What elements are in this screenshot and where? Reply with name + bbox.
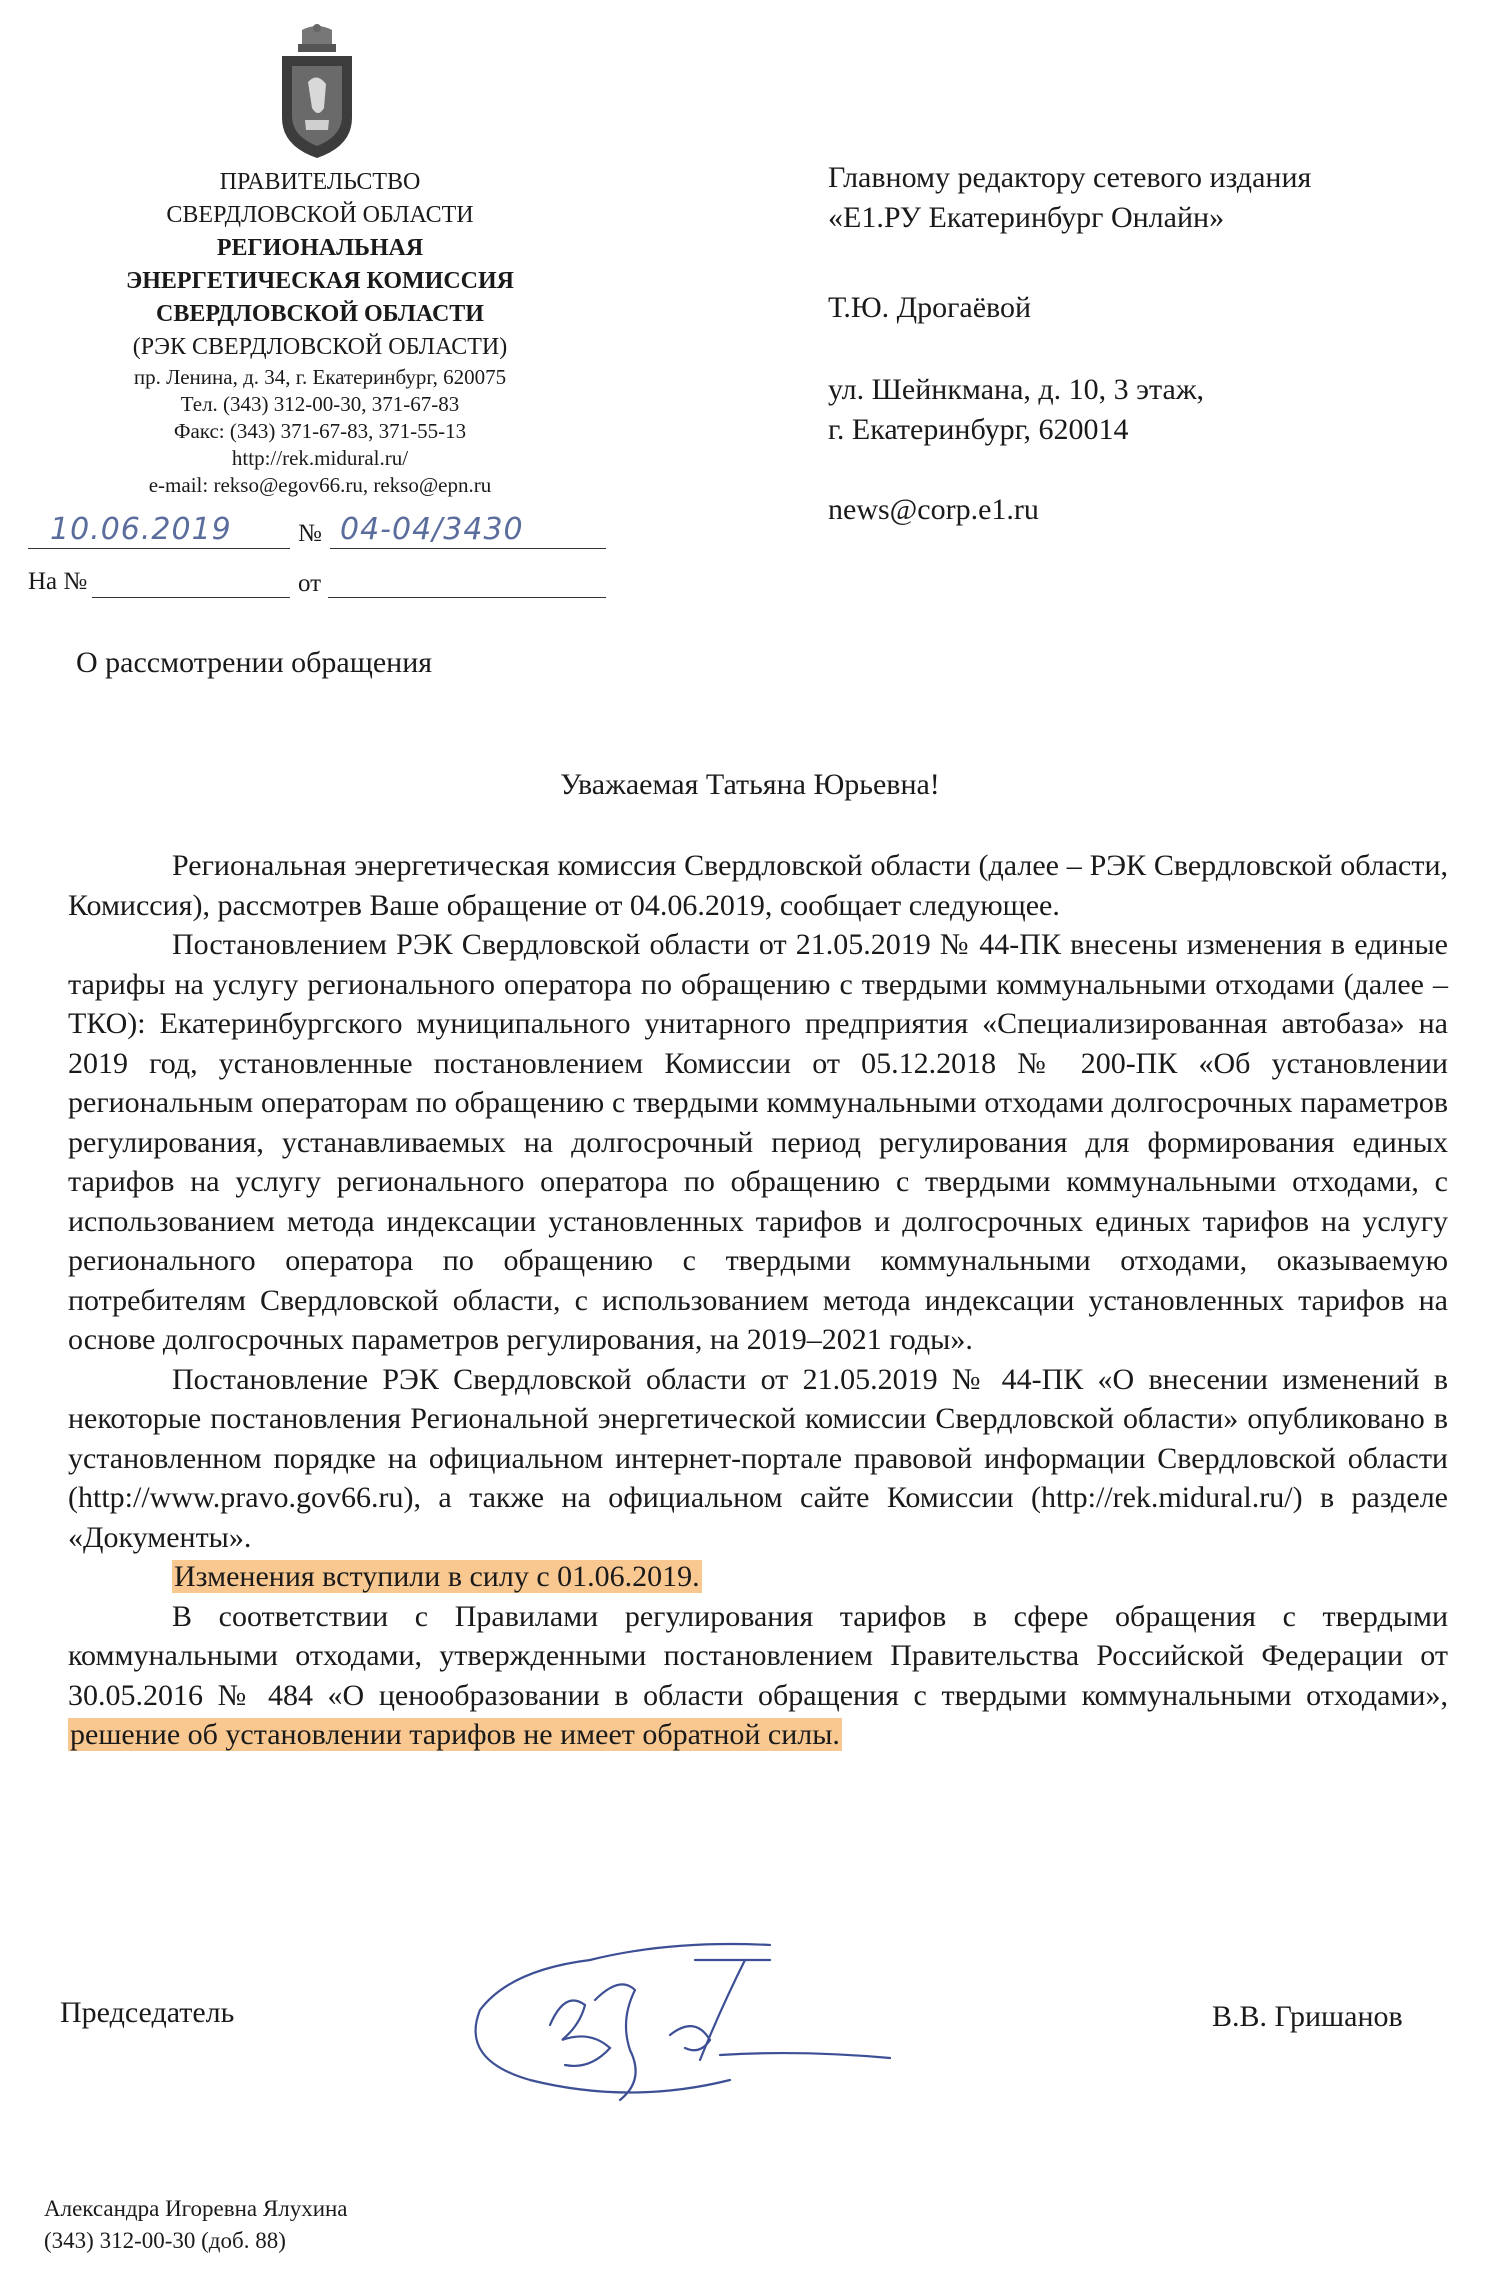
registration-date: 10.06.2019: [50, 512, 232, 547]
letterhead-email: e-mail: rekso@egov66.ru, rekso@epn.ru: [148, 473, 492, 497]
paragraph-2: Постановлением РЭК Свердловской области от 21.05.2019 № 44-ПК внесены изменения в единые тарифы на услугу регионального оператора по обращению с твердыми коммунальными отходами (далее – ТКО): Екатеринбургского муниципального унитарного предприятия «Специализированная автобаза» на 2019 год, установленные постановлением Комиссии от 05.12.2018 № 200-ПК «Об установлении региональным операторам по обращению с твердыми коммунальными отходами долгосрочных параметров регулирования, устанавливаемых на долгосрочный период регулирования для формирования единых тарифов на услугу регионального оператора по обращению с твердыми коммунальными отходами, с использованием метода индексации установленных тарифов и долгосрочных единых тарифов на услугу регионального оператора по обращению с твердыми коммунальными отходами, оказываемую потребителям Свердловской области, с использованием метода индексации установленных тарифов на основе долгосрочных параметров регулирования, на 2019–2021 годы».: [68, 928, 1448, 1356]
coat-of-arms-icon: [272, 22, 362, 162]
from-underline: [328, 597, 606, 598]
recipient-street: ул. Шейнкмана, д. 10, 3 этаж,: [828, 373, 1205, 406]
signer-name: В.В. Гришанов: [1212, 2000, 1403, 2033]
letterhead-fax: Факс: (343) 371-67-83, 371-55-13: [173, 419, 467, 443]
letterhead-commission-1: РЕГИОНАЛЬНАЯ: [216, 235, 424, 261]
letterhead-abbr: (РЭК СВЕРДЛОВСКОЙ ОБЛАСТИ): [132, 334, 508, 360]
letterhead-site: http://rek.midural.ru/: [231, 446, 409, 470]
paragraph-5-text: В соответствии с Правилами регулирования тарифов в сфере обращения с твердыми коммунальными отходами, утвержденными постановлением Правительства Российской Федерации от 30.05.2016 № 484 «О ценообразовании в области обращения с твердыми коммунальными отходами»,: [68, 1599, 1448, 1712]
subject: О рассмотрении обращения: [76, 646, 433, 679]
recipient-email: news@corp.e1.ru: [828, 493, 1039, 526]
paragraph-5: [68, 1597, 1448, 1755]
ref-underline: [92, 597, 290, 598]
from-label: от: [298, 570, 322, 597]
paragraph-1: Региональная энергетическая комиссия Свердловской области (далее – РЭК Свердловской области, Комиссия), рассмотрев Ваше обращение от 04.06.2019, сообщает следующее.: [68, 849, 1448, 922]
greeting: Уважаемая Татьяна Юрьевна!: [560, 768, 940, 801]
handwritten-signature-icon: [470, 1930, 1120, 2120]
executor-name: Александра Игоревна Ялухина: [44, 2196, 348, 2221]
recipient-line1: Главному редактору сетевого издания: [828, 161, 1312, 194]
executor-phone: (343) 312-00-30 (доб. 88): [44, 2228, 286, 2253]
letterhead: [60, 166, 580, 499]
letterhead-government: ПРАВИТЕЛЬСТВО: [219, 169, 421, 195]
recipient-city: г. Екатеринбург, 620014: [828, 413, 1129, 446]
signer-position: Председатель: [60, 1996, 235, 2029]
registration-number: 04-04/3430: [340, 512, 524, 547]
recipient-line2: «E1.РУ Екатеринбург Онлайн»: [828, 201, 1225, 234]
ref-label: На №: [28, 568, 88, 595]
executor-info: [44, 2193, 348, 2257]
date-underline: [28, 548, 290, 549]
number-underline: [330, 548, 606, 549]
letterhead-commission-2: ЭНЕРГЕТИЧЕСКАЯ КОМИССИЯ: [125, 268, 515, 294]
letterhead-phone: Тел. (343) 312-00-30, 371-67-83: [180, 392, 460, 416]
paragraph-4: [68, 1557, 1448, 1597]
letterhead-commission-3: СВЕРДЛОВСКОЙ ОБЛАСТИ: [156, 301, 484, 327]
number-label: №: [298, 520, 322, 547]
paragraph-3: Постановление РЭК Свердловской области от 21.05.2019 № 44-ПК «О внесении изменений в некоторые постановления Региональной энергетической комиссии Свердловской области» опубликовано в установленном порядке на официальном интернет-портале правовой информации Свердловской области (http://www.pravo.gov66.ru), а также на официальном сайте Комиссии (http://rek.midural.ru/) в разделе «Документы».: [68, 1362, 1448, 1554]
highlight-no-retroactive: решение об установлении тарифов не имеет обратной силы.: [70, 1718, 840, 1751]
letter-body: [68, 846, 1448, 1755]
highlight-effective-date: Изменения вступили в силу с 01.06.2019.: [174, 1560, 700, 1593]
recipient-name: Т.Ю. Дрогаёвой: [828, 291, 1032, 324]
letterhead-address: пр. Ленина, д. 34, г. Екатеринбург, 620075: [133, 365, 507, 389]
letterhead-region: СВЕРДЛОВСКОЙ ОБЛАСТИ: [166, 202, 474, 228]
